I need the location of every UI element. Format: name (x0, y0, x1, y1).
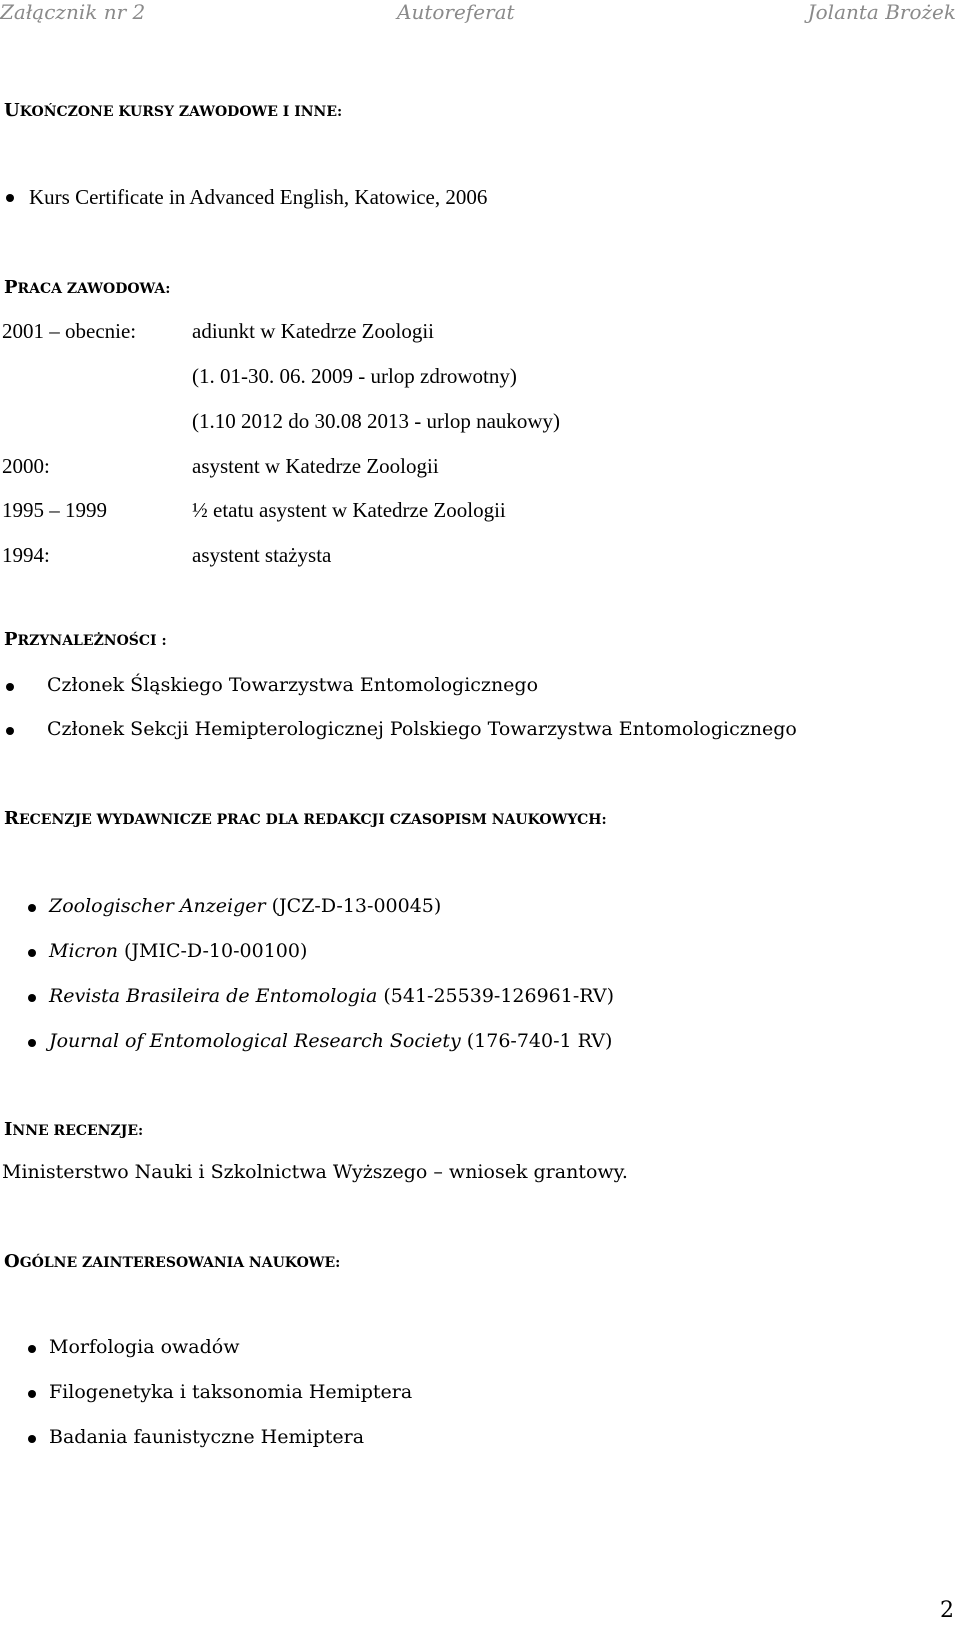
heading-initial: U (4, 100, 20, 121)
bullet-icon (28, 1390, 36, 1398)
review-item (49, 895, 441, 917)
manuscript-code: (541-25539-126961-RV) (377, 985, 615, 1007)
review-item (49, 940, 307, 962)
job-date: 1995 – 1999 (2, 498, 107, 522)
heading-initial: O (4, 1251, 20, 1272)
journal-name: Revista Brasileira de Entomologia (49, 985, 378, 1007)
heading-rest: ECENZJE WYDAWNICZE PRAC DLA REDAKCJI CZASOPISM NAUKOWYCH: (18, 812, 607, 828)
bullet-icon (28, 904, 36, 912)
section-heading-recenzje (4, 808, 607, 829)
review-item (49, 1030, 612, 1052)
job-date: 2001 – obecnie: (2, 319, 137, 343)
section-heading-inne (4, 1119, 143, 1140)
section-heading-zainteresowania (4, 1251, 340, 1272)
list-item: Filogenetyka i taksonomia Hemiptera (49, 1381, 413, 1403)
page-number: 2 (940, 1598, 954, 1623)
job-description: (1.10 2012 do 30.08 2013 - urlop naukowy) (192, 409, 561, 433)
heading-initial: P (4, 277, 18, 298)
heading-rest: RACA ZAWODOWA: (17, 281, 171, 297)
list-item: Członek Śląskiego Towarzystwa Entomologicznego (47, 674, 539, 696)
heading-initial: I (4, 1119, 13, 1140)
manuscript-code: (JCZ-D-13-00045) (265, 895, 442, 917)
job-date: 1994: (2, 543, 50, 567)
job-description: asystent stażysta (192, 543, 332, 567)
job-description: ½ etatu asystent w Katedrze Zoologii (192, 498, 506, 522)
review-item (49, 985, 614, 1007)
list-item: Członek Sekcji Hemipterologicznej Polskiego Towarzystwa Entomologicznego (47, 718, 797, 740)
journal-name: Zoologischer Anzeiger (49, 895, 266, 917)
bullet-icon (6, 194, 14, 202)
other-review-text: Ministerstwo Nauki i Szkolnictwa Wyższego – wniosek grantowy. (2, 1161, 628, 1183)
bullet-icon (6, 727, 14, 735)
heading-rest: GÓLNE ZAINTERESOWANIA NAUKOWE: (19, 1255, 341, 1271)
list-item: Kurs Certificate in Advanced English, Katowice, 2006 (29, 185, 488, 209)
manuscript-code: (176-740-1 RV) (460, 1030, 613, 1052)
bullet-icon (28, 1039, 36, 1047)
header-center: Autoreferat (397, 0, 515, 24)
heading-initial: P (4, 629, 18, 650)
list-item: Morfologia owadów (49, 1336, 240, 1358)
header-right: Jolanta Brożek (807, 0, 956, 24)
section-heading-przynaleznosci (4, 629, 167, 650)
journal-name: Journal of Entomological Research Society (49, 1030, 461, 1052)
list-item: Badania faunistyczne Hemiptera (49, 1426, 365, 1448)
heading-rest: KOŃCZONE KURSY ZAWODOWE I INNE: (19, 104, 343, 120)
job-date: 2000: (2, 454, 50, 478)
job-description: (1. 01-30. 06. 2009 - urlop zdrowotny) (192, 364, 517, 388)
heading-rest: RZYNALEŻNOŚCI : (17, 633, 167, 649)
journal-name: Micron (49, 940, 118, 962)
section-heading-praca (4, 277, 170, 298)
bullet-icon (28, 994, 36, 1002)
bullet-icon (28, 1435, 36, 1443)
bullet-icon (28, 1345, 36, 1353)
job-description: asystent w Katedrze Zoologii (192, 454, 439, 478)
header-left: Załącznik nr 2 (0, 0, 146, 24)
job-description: adiunkt w Katedrze Zoologii (192, 319, 435, 343)
heading-rest: NNE RECENZJE: (12, 1123, 144, 1139)
heading-initial: R (4, 808, 19, 829)
bullet-icon (28, 949, 36, 957)
manuscript-code: (JMIC-D-10-00100) (117, 940, 308, 962)
section-heading-kursy (4, 100, 342, 121)
bullet-icon (6, 683, 14, 691)
